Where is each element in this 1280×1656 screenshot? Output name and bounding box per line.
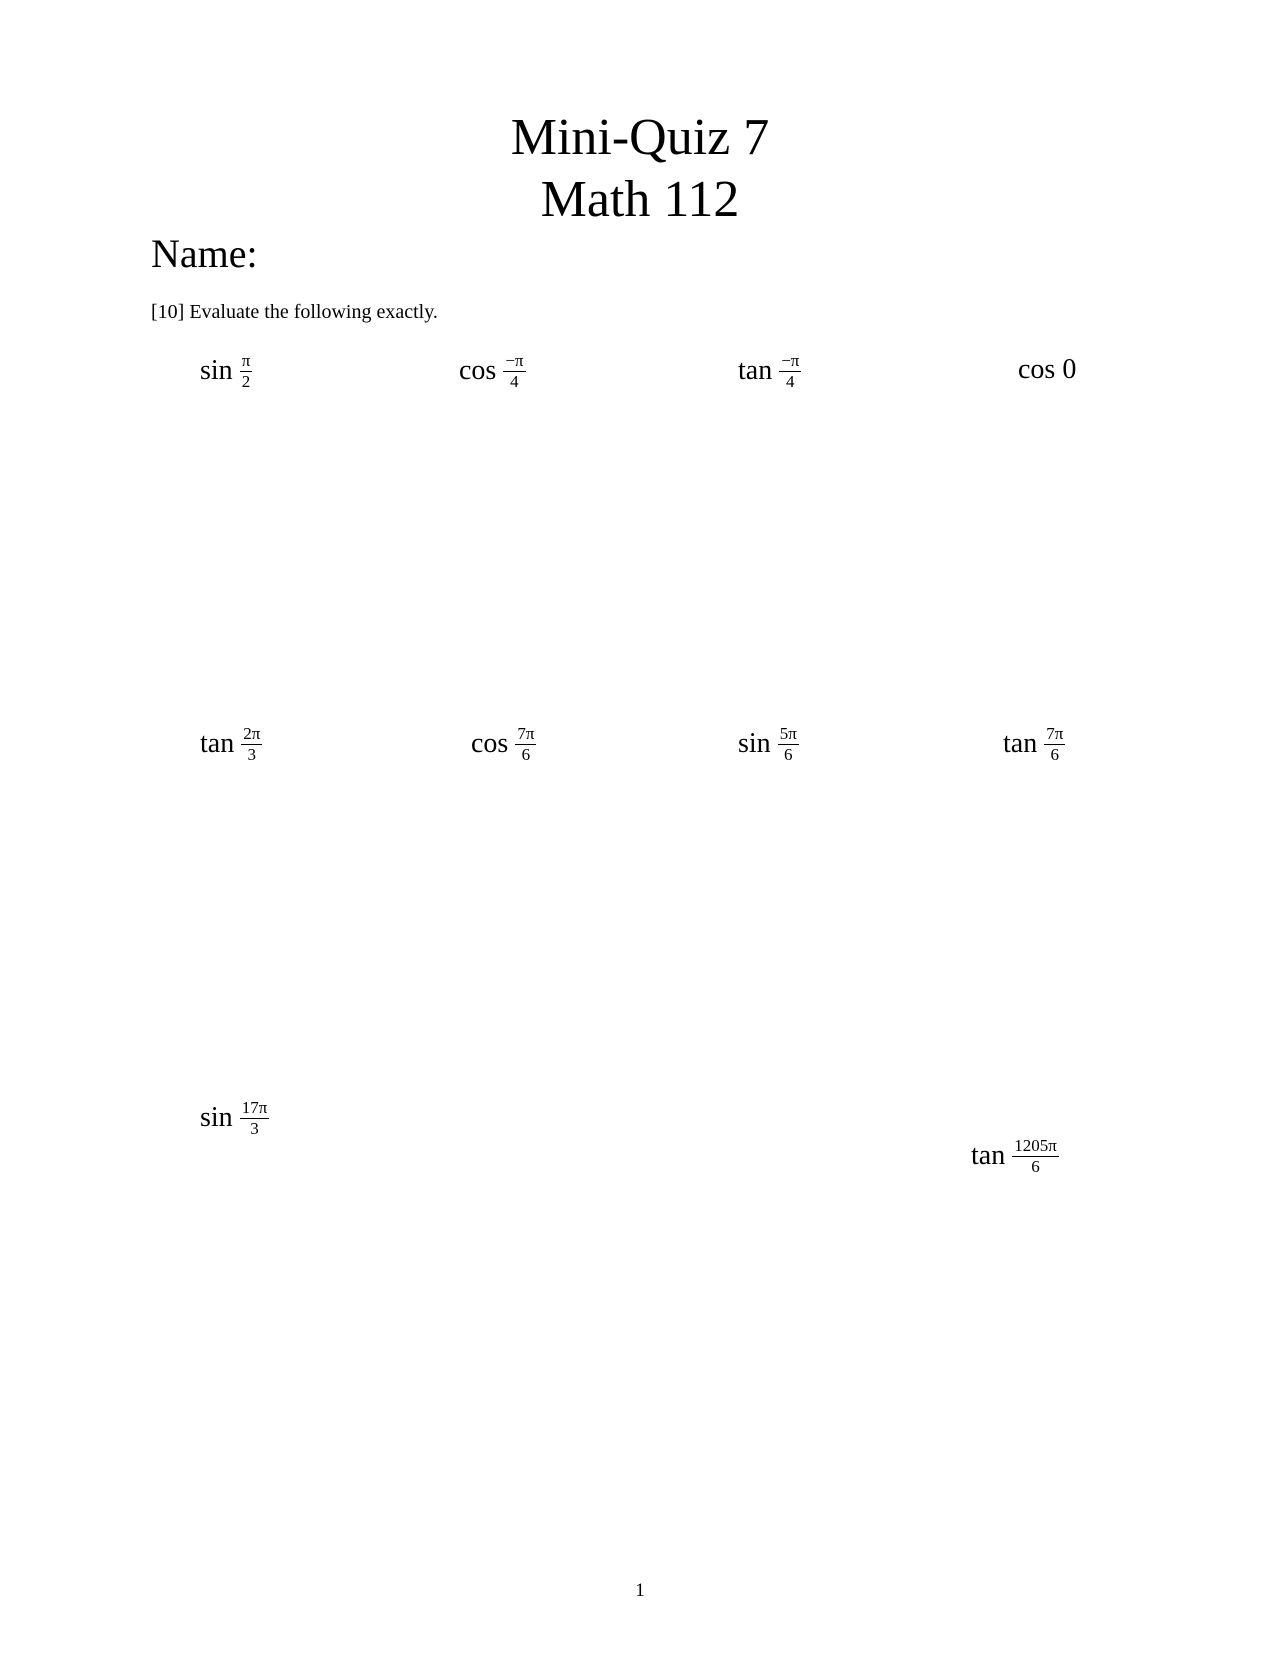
problem-4 [1018, 356, 1076, 384]
numerator: π [241, 351, 251, 370]
problem-5 [200, 725, 262, 763]
denominator: 6 [783, 745, 793, 764]
problem-10 [971, 1137, 1059, 1175]
argument: 0 [1062, 354, 1077, 385]
numerator: −π [781, 351, 800, 370]
numerator: 7π [517, 724, 535, 743]
function-name: cos [1018, 354, 1056, 385]
denominator: 6 [521, 745, 531, 764]
numerator: 7π [1046, 724, 1064, 743]
fraction [779, 352, 801, 390]
fraction [515, 725, 536, 763]
numerator: 2π [243, 724, 261, 743]
function-name: tan [738, 355, 773, 386]
numerator: 17π [241, 1098, 268, 1117]
numerator: −π [505, 351, 524, 370]
function-name: cos [471, 728, 509, 759]
function-name: sin [738, 728, 771, 759]
fraction [1012, 1137, 1059, 1175]
fraction [1044, 725, 1065, 763]
quiz-title: Mini-Quiz 7 [510, 109, 770, 166]
function-name: sin [200, 355, 233, 386]
fraction [240, 352, 253, 390]
numerator: 1205π [1014, 1136, 1057, 1155]
problem-8 [1003, 725, 1065, 763]
problem-3 [738, 352, 801, 390]
page-number: 1 [635, 1580, 645, 1601]
function-name: tan [1003, 728, 1038, 759]
denominator: 6 [1031, 1157, 1040, 1176]
denominator: 3 [247, 745, 257, 764]
function-name: tan [200, 728, 235, 759]
instructions: [10] Evaluate the following exactly. [151, 301, 438, 323]
denominator: 4 [510, 372, 519, 391]
denominator: 6 [1050, 745, 1060, 764]
function-name: sin [200, 1102, 233, 1133]
problem-9 [200, 1099, 269, 1137]
denominator: 2 [241, 372, 251, 391]
course-title: Math 112 [540, 171, 740, 228]
problem-2 [459, 352, 526, 390]
problem-1 [200, 352, 252, 390]
fraction [241, 725, 262, 763]
function-name: tan [971, 1140, 1006, 1171]
fraction [778, 725, 799, 763]
problem-7 [738, 725, 799, 763]
fraction [240, 1099, 270, 1137]
problem-6 [471, 725, 536, 763]
denominator: 3 [250, 1119, 259, 1138]
fraction [503, 352, 525, 390]
name-label: Name: [151, 231, 258, 276]
numerator: 5π [779, 724, 797, 743]
denominator: 4 [786, 372, 795, 391]
function-name: cos [459, 355, 497, 386]
